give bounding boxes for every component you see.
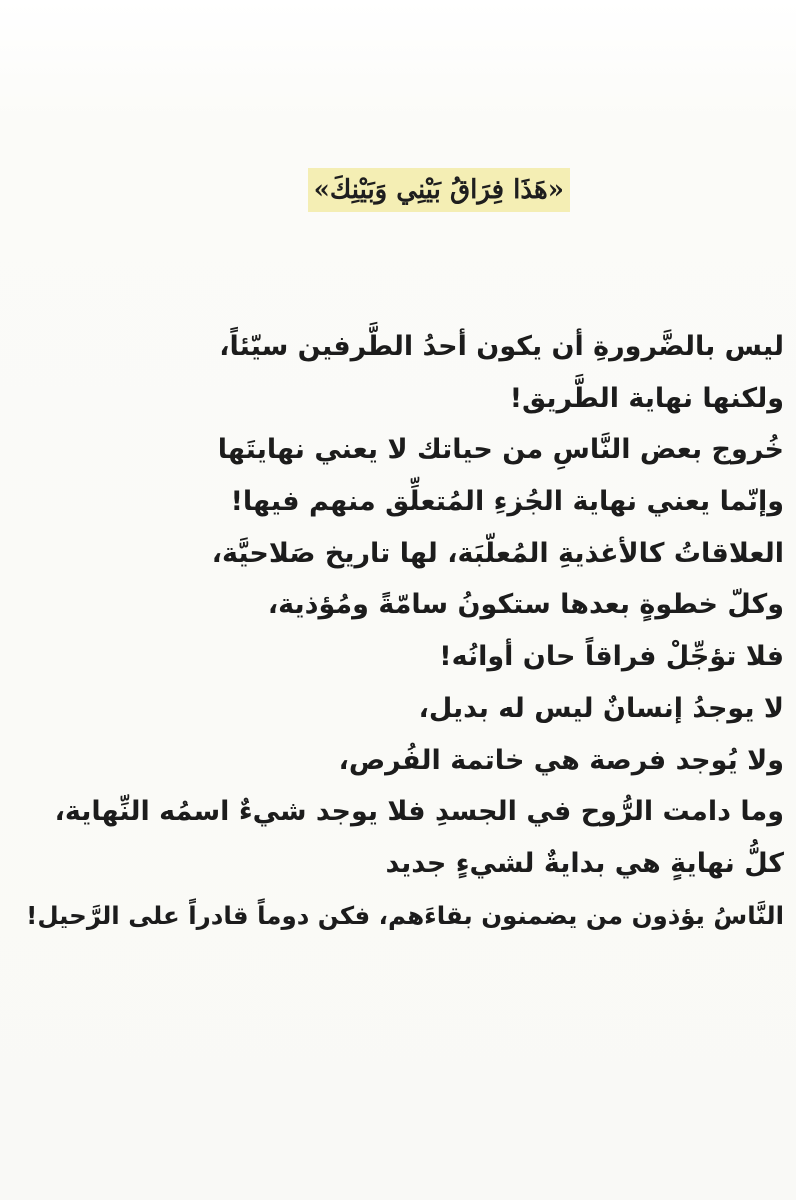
poem-line-12: النَّاسُ يؤذون من يضمنون بقاءَهم، فكن دوماً قادراً على الرَّحيل! bbox=[26, 900, 784, 930]
poem-line-2: ولكنها نهاية الطَّريق! bbox=[509, 382, 784, 414]
poem-line-7: فلا تؤجِّلْ فراقاً حان أوانُه! bbox=[439, 641, 784, 673]
poem-line-11: كلُّ نهايةٍ هي بدايةٌ لشيءٍ جديد bbox=[385, 847, 784, 879]
title-container bbox=[308, 168, 570, 212]
poem-line-10: وما دامت الرُّوح في الجسدِ فلا يوجد شيءٌ اسمُه النِّهاية، bbox=[54, 796, 784, 828]
poem-line-1: ليس بالضَّرورةِ أن يكون أحدُ الطَّرفين سيّئاً، bbox=[219, 331, 784, 362]
poem-line-4: وإنّما يعني نهاية الجُزءِ المُتعلِّق منهم فيها! bbox=[230, 486, 784, 518]
poem-line-6: وكلّ خطوةٍ بعدها ستكونُ سامّةً ومُؤذية، bbox=[267, 589, 784, 621]
highlighted-title: «هَذَا فِرَاقُ بَيْنِي وَبَيْنِكَ» bbox=[308, 168, 570, 212]
poem-text bbox=[14, 321, 784, 941]
poem-line-3: خُروج بعض النَّاسِ من حياتك لا يعني نهايتَها bbox=[217, 434, 784, 466]
poem-line-5: العلاقاتُ كالأغذيةِ المُعلّبَة، لها تاريخ صَلاحيَّة، bbox=[211, 537, 784, 569]
poem-line-8: لا يوجدُ إنسانٌ ليس له بديل، bbox=[418, 692, 784, 724]
poem-line-9: ولا يُوجد فرصة هي خاتمة الفُرص، bbox=[338, 744, 784, 776]
